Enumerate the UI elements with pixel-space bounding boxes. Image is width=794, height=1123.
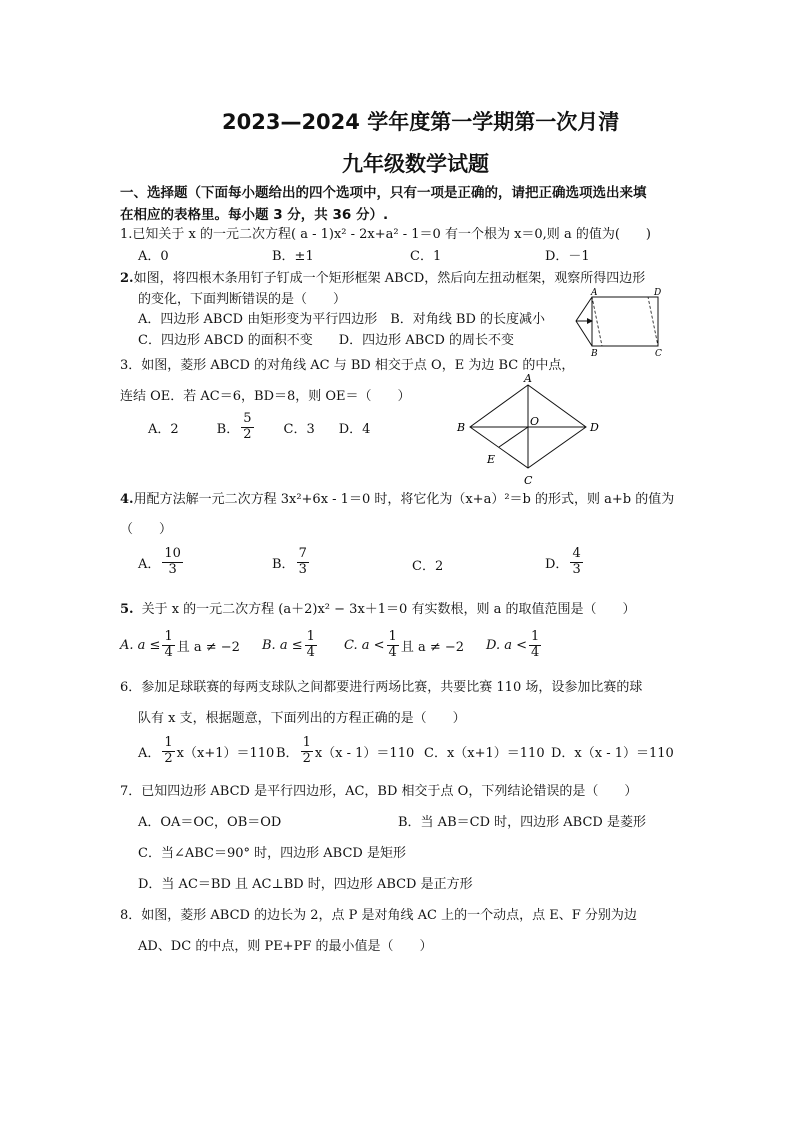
q1-option-b: B．±1 [272,249,314,264]
page-title: 2023—2024 学年度第一学期第一次月清 [222,110,620,134]
q1-stem: 1.已知关于 x 的一元二次方程( a - 1)x² - 2x+a² - 1＝0 有一个根为 x＝0,则 a 的值为( ) [120,227,651,242]
q2-label-a: A [591,288,598,298]
q7-option-a: A．OA＝OC，OB＝OD [138,815,282,830]
q6-option-b: B． $\frac{1}{2}$ x（x - 1）＝110 [276,735,415,766]
q2-line1 [120,267,645,286]
section-instructions-line2: 在相应的表格里。每小题 3 分，共 36 分）. [120,207,389,223]
q3-label-e: E [487,453,496,466]
q4-option-c: C．2 [412,559,444,574]
q8-line1: 8．如图，菱形 ABCD 的边长为 2，点 P 是对角线 AC 上的一个动点，点 E、F 分别为边 [120,908,637,923]
q1-option-d: D．－1 [545,249,590,264]
q7-option-d: D．当 AC＝BD 且 AC⊥BD 时，四边形 ABCD 是正方形 [138,877,473,892]
q5-option-d: D. a < $\frac{1}{4}$ [486,629,540,660]
q4-line2: （ ） [120,522,173,537]
q7-option-b: B．当 AB＝CD 时，四边形 ABCD 是菱形 [398,815,646,830]
q3-options [148,412,370,443]
q3-segment-oe [499,427,528,447]
q3-label-a: A [524,372,532,385]
q7-stem: 7．已知四边形 ABCD 是平行四边形，AC，BD 相交于点 O，下列结论错误的是（ ） [120,784,638,799]
q3-option-d: D．4 [338,421,371,437]
q4-option-d: D． $\frac{4}{3}$ [545,546,581,577]
q3-label-b: B [457,421,466,434]
q2-options-cd: C．四边形 ABCD 的面积不变 D．四边形 ABCD 的周长不变 [138,333,515,348]
q2-figure [570,285,670,360]
q3-option-b-fraction: $\frac{5}{2}$ [243,411,252,442]
q6-option-c: C．x（x+1）＝110 [424,746,545,761]
q2-options-ab: A．四边形 ABCD 由矩形变为平行四边形 B．对角线 BD 的长度减小 [138,312,545,327]
q4-number: 4. [120,492,134,507]
q2-label-b: B [591,349,598,359]
q1-option-c: C．1 [410,249,442,264]
q6-option-d: D．x（x - 1）＝110 [551,746,674,761]
q4-text-line1: 用配方法解一元二次方程 3x²+6x - 1＝0 时，将它化为（x+a）²＝b 的形式，则 a+b 的值为 [133,492,675,507]
q6-option-a: A． $\frac{1}{2}$ x（x+1）＝110 [138,735,275,766]
q3-option-b-label: B． [216,421,240,437]
q2-number: 2. [120,271,134,286]
q5-text: 关于 x 的一元二次方程 (a＋2)x² − 3x＋1＝0 有实数根，则 a 的取值范围是（ ） [141,602,636,617]
q5-option-c: C. a < $\frac{1}{4}$ 且 a ≠ −2 [344,629,465,660]
q3-line2: 连结 OE．若 AC＝6，BD＝8，则 OE＝（ ） [120,389,411,404]
q3-label-c: C [524,474,533,487]
q2-rectangle [592,297,658,346]
q3-label-d: D [590,421,599,434]
q8-line2: AD、DC 的中点，则 PE+PF 的最小值是（ ） [138,939,433,954]
q2-line2: 的变化，下面判断错误的是（ ） [138,292,347,307]
q3-line1: 3．如图，菱形 ABCD 的对角线 AC 与 BD 相交于点 O，E 为边 BC 的中点， [120,358,575,373]
q4-option-d-fraction: $\frac{4}{3}$ [572,546,581,577]
q2-parallelogram [592,297,658,346]
q6-line2: 队有 x 支，根据题意，下面列出的方程正确的是（ ） [138,711,466,726]
page-subtitle: 九年级数学试题 [342,152,489,176]
q5-option-b: B. a ≤ $\frac{1}{4}$ [262,629,315,660]
q4-option-a: A． $\frac{10}{3}$ [138,546,181,577]
q4-option-b: B． $\frac{7}{3}$ [272,546,307,577]
q3-label-o: O [530,415,540,428]
section-instructions-line1: 一、选择题（下面每小题给出的四个选项中，只有一项是正确的，请把正确选项选出来填 [120,185,647,201]
q3-figure [450,372,610,487]
q5-option-a: A. a ≤ $\frac{1}{4}$ 且 a ≠ −2 [120,629,240,660]
q2-label-c: C [655,349,662,359]
q4-option-b-fraction: $\frac{7}{3}$ [298,546,307,577]
q2-text-line1: 如图，将四根木条用钉子钉成一个矩形框架 ABCD，然后向左扭动框架，观察所得四边形 [133,271,646,286]
q6-line1: 6．参加足球联赛的每两支球队之间都要进行两场比赛，共要比赛 110 场，设参加比赛的球 [120,680,643,695]
q3-option-c: C．3 [283,421,315,437]
q1-option-a: A．0 [138,249,169,264]
q5-stem [120,598,635,617]
q4-line1 [120,488,674,507]
q5-number: 5. [120,602,134,617]
q7-option-c: C．当∠ABC＝90° 时，四边形 ABCD 是矩形 [138,846,406,861]
q2-label-d: D [654,288,662,298]
q4-option-a-fraction: $\frac{10}{3}$ [164,546,181,577]
q3-option-a: A．2 [148,421,179,437]
